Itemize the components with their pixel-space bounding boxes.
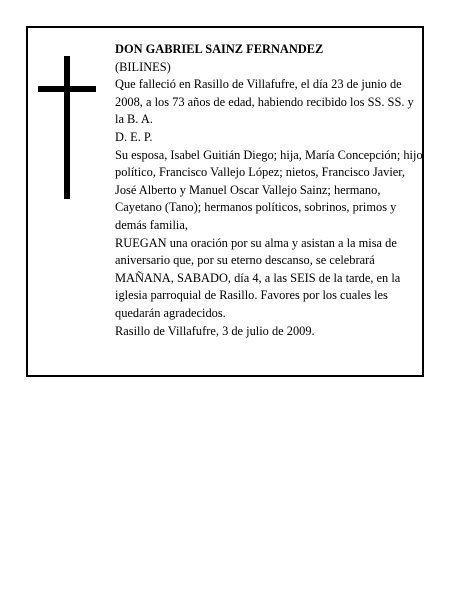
death-info: Que falleció en Rasillo de Villafufre, el día 23 de junio de 2008, a los 73 años de edad, habiendo recibido los SS. SS. y la B. A. [115,77,414,127]
cross-icon [38,56,98,199]
cross-horizontal-bar [38,86,96,92]
obituary-notice [26,26,424,377]
place-tag: (BILINES) [115,59,171,74]
rip-line: D. E. P. [115,129,153,144]
notice-text [115,41,423,340]
cross-vertical-bar [64,56,70,199]
date-line: Rasillo de Villafufre, 3 de julio de 2009. [115,323,315,338]
family-list: Su esposa, Isabel Guitián Diego; hija, María Concepción; hijo político, Francisco Vallejo López; nietos, Francisco Javier, José Alberto y Manuel Oscar Vallejo Sainz; hermano, Cayetano (Tano); hermanos políticos, sobrinos, primos y demás familia, [115,147,423,232]
deceased-name: DON GABRIEL SAINZ FERNANDEZ [115,42,324,56]
mass-request: RUEGAN una oración por su alma y asistan a la misa de aniversario que, por su eterno descanso, se celebrará MAÑANA, SABADO, día 4, a las SEIS de la tarde, en la iglesia parroquial de Rasillo. Favores por los cuales les quedarán agradecidos. [115,235,401,320]
